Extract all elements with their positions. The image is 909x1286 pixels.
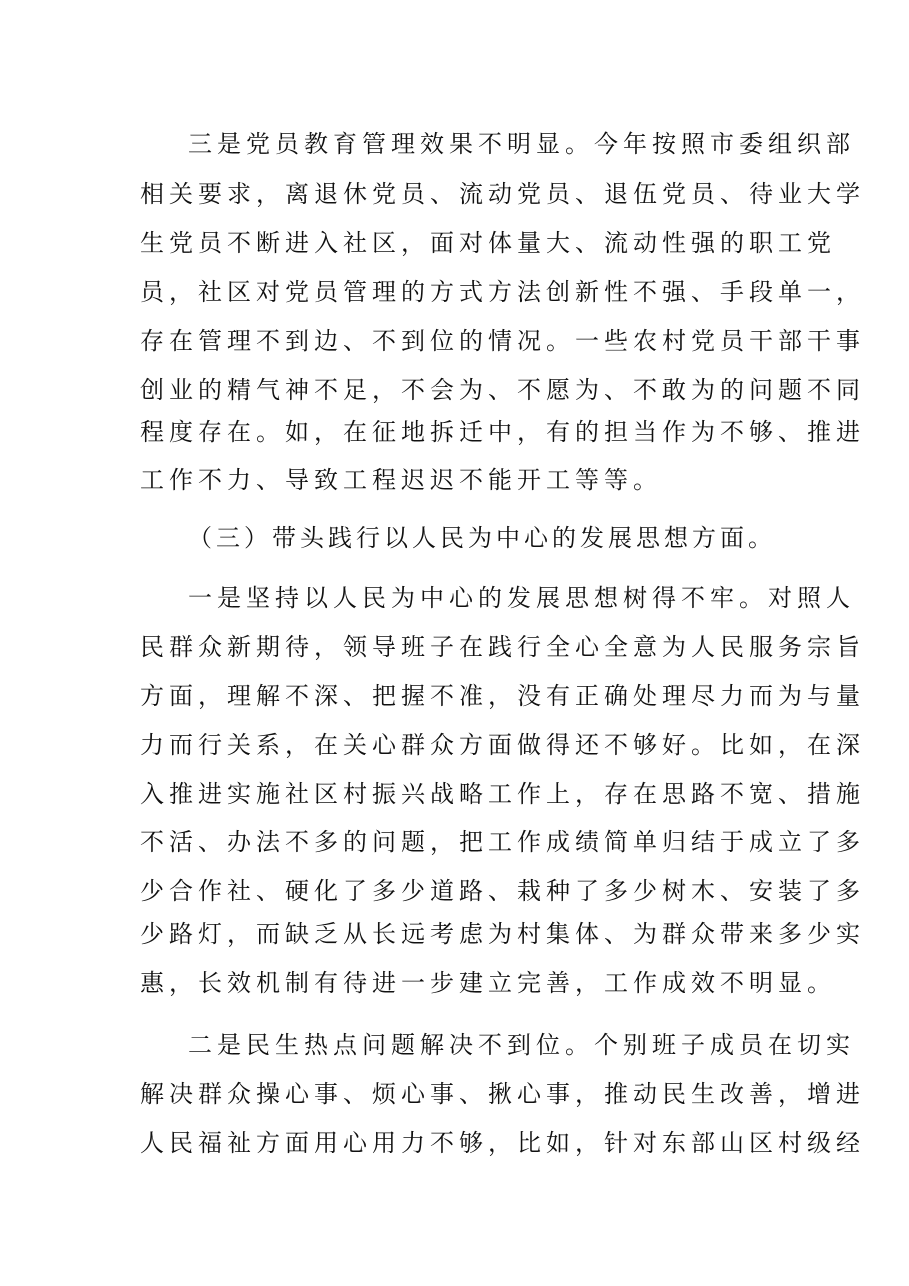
paragraph-2-line-6: 不活、办法不多的问题，把工作成绩简单归结于成立了多 [140,828,865,856]
paragraph-1-line-4: 员，社区对党员管理的方式方法创新性不强、手段单一， [140,278,865,306]
paragraph-1-line-7: 程度存在。如，在征地拆迁中，有的担当作为不够、推进 [140,418,865,446]
paragraph-3-line-1: 二是民生热点问题解决不到位。个别班子成员在切实 [188,1031,855,1059]
paragraph-2-line-2: 民群众新期待，领导班子在践行全心全意为人民服务宗旨 [140,633,865,661]
paragraph-2-line-5: 入推进实施社区村振兴战略工作上，存在思路不宽、措施 [140,780,865,808]
paragraph-3-line-2: 解决群众操心事、烦心事、揪心事，推动民生改善，增进 [140,1080,865,1108]
paragraph-1-line-8: 工作不力、导致工程迟迟不能开工等等。 [140,466,662,494]
paragraph-2-line-1: 一是坚持以人民为中心的发展思想树得不牢。对照人 [188,584,855,612]
paragraph-1-line-1: 三是党员教育管理效果不明显。今年按照市委组织部 [188,130,855,158]
paragraph-2-line-4: 力而行关系，在关心群众方面做得还不够好。比如，在深 [140,731,865,759]
paragraph-2-line-9: 惠，长效机制有待进一步建立完善，工作成效不明显。 [140,969,836,997]
paragraph-1-line-2: 相关要求，离退休党员、流动党员、退伍党员、待业大学 [140,180,865,208]
section-heading: （三）带头践行以人民为中心的发展思想方面。 [188,524,776,552]
paragraph-1-line-3: 生党员不断进入社区，面对体量大、流动性强的职工党 [140,229,836,257]
paragraph-3-line-3: 人民福祉方面用心用力不够，比如，针对东部山区村级经 [140,1129,865,1157]
paragraph-1-line-5: 存在管理不到边、不到位的情况。一些农村党员干部干事 [140,327,865,355]
paragraph-2-line-8: 少路灯，而缺乏从长远考虑为村集体、为群众带来多少实 [140,920,865,948]
paragraph-2-line-7: 少合作社、硬化了多少道路、栽种了多少树木、安装了多 [140,877,865,905]
paragraph-2-line-3: 方面，理解不深、把握不准，没有正确处理尽力而为与量 [140,682,865,710]
paragraph-1-line-6: 创业的精气神不足，不会为、不愿为、不敢为的问题不同 [140,376,865,404]
